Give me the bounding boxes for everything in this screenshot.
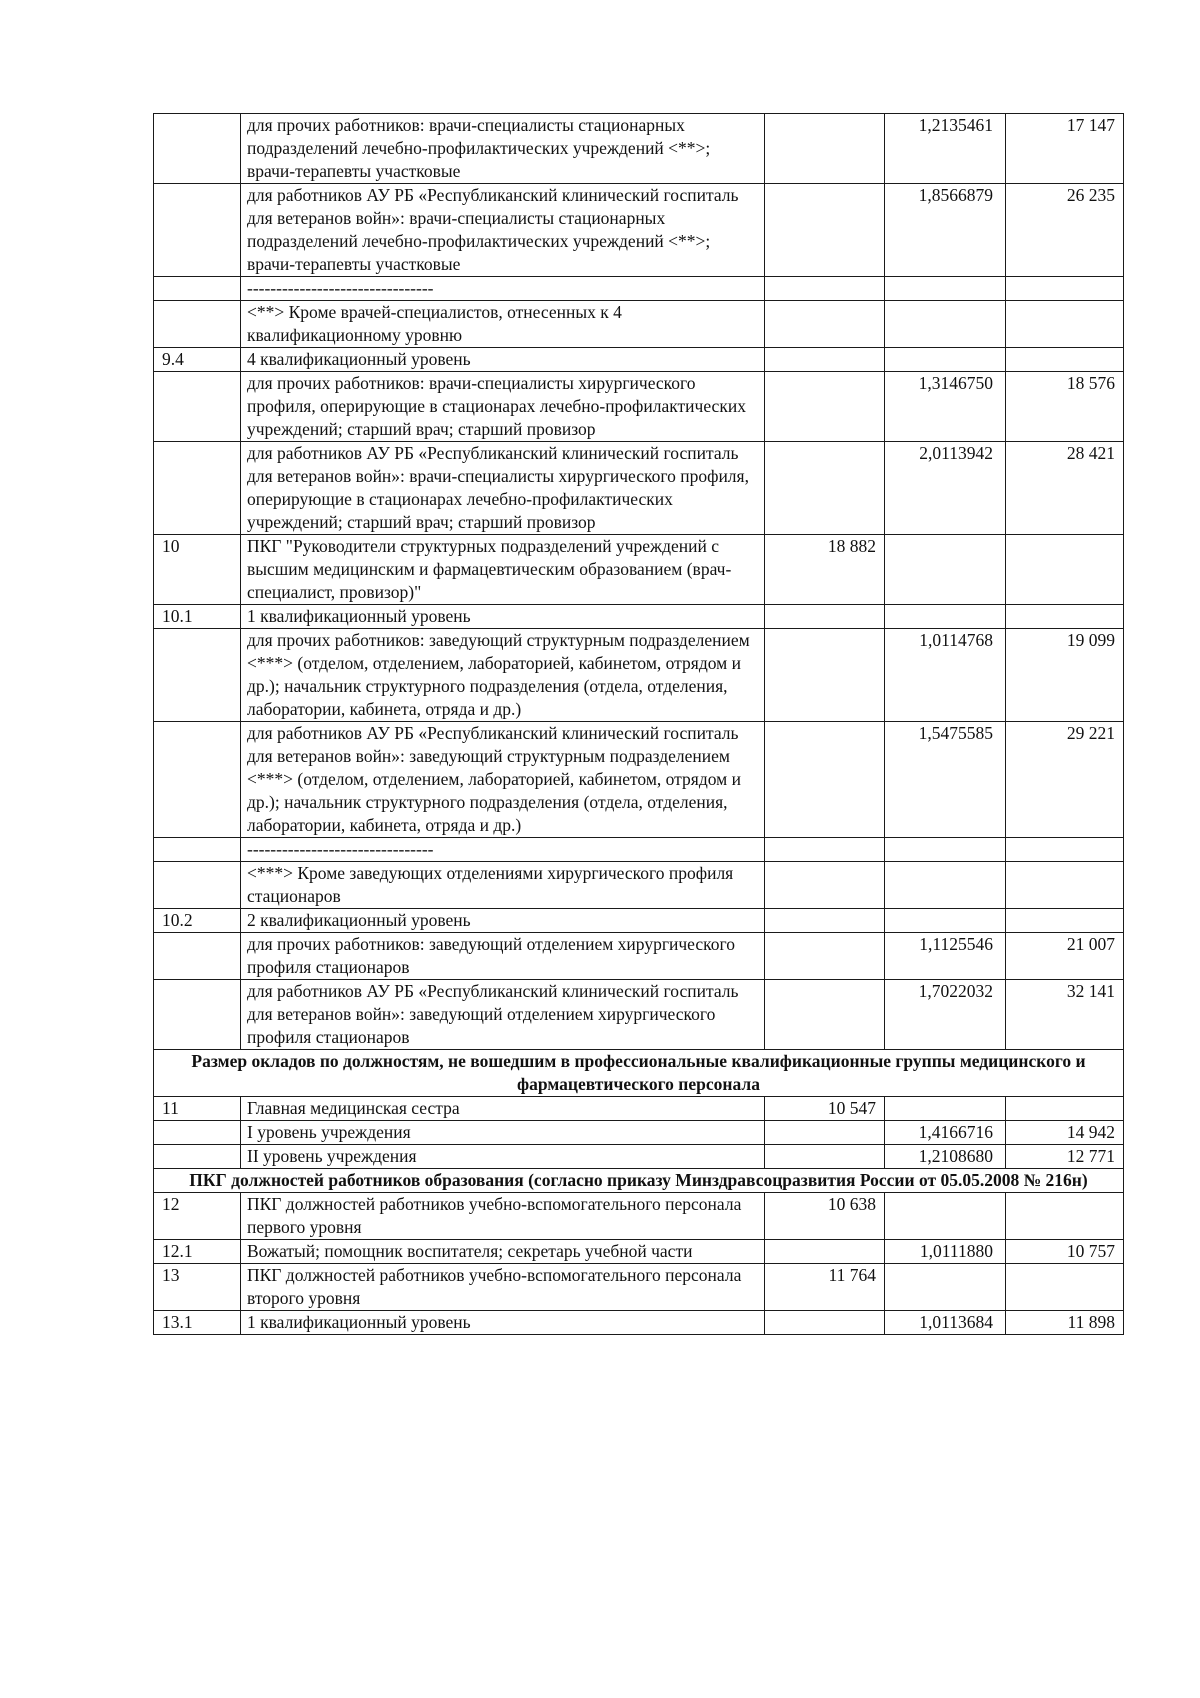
base-salary-cell: 11 764 bbox=[765, 1264, 885, 1311]
base-salary-cell bbox=[765, 114, 885, 184]
coefficient-cell bbox=[885, 1193, 1006, 1240]
coefficient-cell: 1,0111880 bbox=[885, 1240, 1006, 1264]
row-number-cell bbox=[154, 980, 241, 1050]
section-heading: ПКГ должностей работников образования (согласно приказу Минздравсоцразвития России от 05.05.2008 № 216н) bbox=[154, 1169, 1124, 1193]
row-number-cell bbox=[154, 933, 241, 980]
base-salary-cell bbox=[765, 1145, 885, 1169]
row-number-cell: 9.4 bbox=[154, 348, 241, 372]
section-heading: Размер окладов по должностям, не вошедшим в профессиональные квалификационные группы медицинского и фармацевтического персонала bbox=[154, 1050, 1124, 1097]
coefficient-cell: 1,3146750 bbox=[885, 372, 1006, 442]
base-salary-cell: 10 638 bbox=[765, 1193, 885, 1240]
coefficient-cell bbox=[885, 605, 1006, 629]
position-name-cell: ПКГ "Руководители структурных подразделений учреждений с высшим медицинским и фармацевтическим образованием (врач-специалист, провизор)" bbox=[241, 535, 765, 605]
coefficient-cell: 1,2135461 bbox=[885, 114, 1006, 184]
base-salary-cell bbox=[765, 629, 885, 722]
salary-amount-cell bbox=[1006, 909, 1124, 933]
table-row bbox=[154, 1311, 1124, 1335]
base-salary-cell bbox=[765, 980, 885, 1050]
salary-amount-cell: 18 576 bbox=[1006, 372, 1124, 442]
base-salary-cell bbox=[765, 442, 885, 535]
base-salary-cell bbox=[765, 605, 885, 629]
salary-amount-cell: 10 757 bbox=[1006, 1240, 1124, 1264]
table-row bbox=[154, 1145, 1124, 1169]
position-name-cell: <**> Кроме врачей-специалистов, отнесенных к 4 квалификационному уровню bbox=[241, 301, 765, 348]
table-row bbox=[154, 862, 1124, 909]
table-row bbox=[154, 348, 1124, 372]
salary-amount-cell bbox=[1006, 1097, 1124, 1121]
table-row bbox=[154, 933, 1124, 980]
row-number-cell bbox=[154, 114, 241, 184]
table-row bbox=[154, 1097, 1124, 1121]
coefficient-cell bbox=[885, 838, 1006, 862]
base-salary-cell bbox=[765, 372, 885, 442]
table-row bbox=[154, 909, 1124, 933]
position-name-cell: Вожатый; помощник воспитателя; секретарь учебной части bbox=[241, 1240, 765, 1264]
row-number-cell bbox=[154, 301, 241, 348]
salary-amount-cell bbox=[1006, 535, 1124, 605]
table-row bbox=[154, 277, 1124, 301]
table-row bbox=[154, 1264, 1124, 1311]
table-row bbox=[154, 301, 1124, 348]
section-header-row bbox=[154, 1169, 1124, 1193]
position-name-cell: для работников АУ РБ «Республиканский клинический госпиталь для ветеранов войн»: врачи-специалисты стационарных подразделений лечебно-профилактических учреждений <**>; врачи-терапевты участковые bbox=[241, 184, 765, 277]
base-salary-cell bbox=[765, 1121, 885, 1145]
row-number-cell bbox=[154, 722, 241, 838]
base-salary-cell bbox=[765, 838, 885, 862]
coefficient-cell bbox=[885, 862, 1006, 909]
salary-amount-cell bbox=[1006, 838, 1124, 862]
coefficient-cell: 1,8566879 bbox=[885, 184, 1006, 277]
row-number-cell: 10.1 bbox=[154, 605, 241, 629]
base-salary-cell: 18 882 bbox=[765, 535, 885, 605]
table-row bbox=[154, 442, 1124, 535]
coefficient-cell: 1,4166716 bbox=[885, 1121, 1006, 1145]
salary-amount-cell bbox=[1006, 1264, 1124, 1311]
salary-table bbox=[153, 113, 1124, 1335]
salary-amount-cell: 28 421 bbox=[1006, 442, 1124, 535]
position-name-cell: для прочих работников: заведующий отделением хирургического профиля стационаров bbox=[241, 933, 765, 980]
position-name-cell: для работников АУ РБ «Республиканский клинический госпиталь для ветеранов войн»: заведующий отделением хирургического профиля стационаров bbox=[241, 980, 765, 1050]
salary-amount-cell: 32 141 bbox=[1006, 980, 1124, 1050]
row-number-cell: 13 bbox=[154, 1264, 241, 1311]
position-name-cell: II уровень учреждения bbox=[241, 1145, 765, 1169]
table-row bbox=[154, 722, 1124, 838]
coefficient-cell bbox=[885, 348, 1006, 372]
position-name-cell: для прочих работников: врачи-специалисты хирургического профиля, оперирующие в стационарах лечебно-профилактических учреждений; старший врач; старший провизор bbox=[241, 372, 765, 442]
base-salary-cell bbox=[765, 184, 885, 277]
table-row bbox=[154, 1193, 1124, 1240]
position-name-cell: Главная медицинская сестра bbox=[241, 1097, 765, 1121]
row-number-cell: 12 bbox=[154, 1193, 241, 1240]
coefficient-cell bbox=[885, 909, 1006, 933]
position-name-cell: I уровень учреждения bbox=[241, 1121, 765, 1145]
table-row bbox=[154, 184, 1124, 277]
table-row bbox=[154, 1121, 1124, 1145]
position-name-cell: -------------------------------- bbox=[241, 277, 765, 301]
position-name-cell: ПКГ должностей работников учебно-вспомогательного персонала первого уровня bbox=[241, 1193, 765, 1240]
table-row bbox=[154, 838, 1124, 862]
base-salary-cell bbox=[765, 301, 885, 348]
position-name-cell: для прочих работников: заведующий структурным подразделением <***> (отделом, отделением, лабораторией, кабинетом, отрядом и др.); начальник структурного подразделения (отдела, отделения, лаборатории, кабинета, отряда и др.) bbox=[241, 629, 765, 722]
salary-amount-cell bbox=[1006, 1193, 1124, 1240]
position-name-cell: 1 квалификационный уровень bbox=[241, 605, 765, 629]
coefficient-cell bbox=[885, 535, 1006, 605]
base-salary-cell bbox=[765, 933, 885, 980]
row-number-cell: 12.1 bbox=[154, 1240, 241, 1264]
salary-amount-cell: 26 235 bbox=[1006, 184, 1124, 277]
row-number-cell: 13.1 bbox=[154, 1311, 241, 1335]
table-row bbox=[154, 605, 1124, 629]
base-salary-cell bbox=[765, 277, 885, 301]
coefficient-cell bbox=[885, 277, 1006, 301]
coefficient-cell: 2,0113942 bbox=[885, 442, 1006, 535]
salary-amount-cell: 19 099 bbox=[1006, 629, 1124, 722]
row-number-cell: 10 bbox=[154, 535, 241, 605]
base-salary-cell bbox=[765, 1311, 885, 1335]
base-salary-cell bbox=[765, 722, 885, 838]
salary-amount-cell: 21 007 bbox=[1006, 933, 1124, 980]
table-row bbox=[154, 629, 1124, 722]
position-name-cell: <***> Кроме заведующих отделениями хирургического профиля стационаров bbox=[241, 862, 765, 909]
table-row bbox=[154, 535, 1124, 605]
row-number-cell bbox=[154, 1145, 241, 1169]
base-salary-cell bbox=[765, 348, 885, 372]
table-row bbox=[154, 114, 1124, 184]
salary-amount-cell: 14 942 bbox=[1006, 1121, 1124, 1145]
salary-amount-cell bbox=[1006, 277, 1124, 301]
position-name-cell: 4 квалификационный уровень bbox=[241, 348, 765, 372]
base-salary-cell bbox=[765, 909, 885, 933]
row-number-cell bbox=[154, 442, 241, 535]
position-name-cell: ПКГ должностей работников учебно-вспомогательного персонала второго уровня bbox=[241, 1264, 765, 1311]
salary-amount-cell bbox=[1006, 605, 1124, 629]
table-row bbox=[154, 980, 1124, 1050]
salary-amount-cell: 12 771 bbox=[1006, 1145, 1124, 1169]
position-name-cell: 2 квалификационный уровень bbox=[241, 909, 765, 933]
row-number-cell: 11 bbox=[154, 1097, 241, 1121]
table-row bbox=[154, 1240, 1124, 1264]
coefficient-cell bbox=[885, 1264, 1006, 1311]
position-name-cell: -------------------------------- bbox=[241, 838, 765, 862]
section-header-row bbox=[154, 1050, 1124, 1097]
coefficient-cell: 1,5475585 bbox=[885, 722, 1006, 838]
row-number-cell bbox=[154, 838, 241, 862]
row-number-cell bbox=[154, 184, 241, 277]
position-name-cell: 1 квалификационный уровень bbox=[241, 1311, 765, 1335]
salary-amount-cell bbox=[1006, 301, 1124, 348]
coefficient-cell: 1,0114768 bbox=[885, 629, 1006, 722]
salary-amount-cell: 11 898 bbox=[1006, 1311, 1124, 1335]
salary-amount-cell: 29 221 bbox=[1006, 722, 1124, 838]
salary-amount-cell: 17 147 bbox=[1006, 114, 1124, 184]
coefficient-cell: 1,0113684 bbox=[885, 1311, 1006, 1335]
base-salary-cell bbox=[765, 862, 885, 909]
coefficient-cell: 1,2108680 bbox=[885, 1145, 1006, 1169]
base-salary-cell bbox=[765, 1240, 885, 1264]
salary-table-body bbox=[154, 114, 1124, 1335]
position-name-cell: для работников АУ РБ «Республиканский клинический госпиталь для ветеранов войн»: врачи-специалисты хирургического профиля, оперирующие в стационарах лечебно-профилактических учреждений; старший врач; старший провизор bbox=[241, 442, 765, 535]
table-row bbox=[154, 372, 1124, 442]
row-number-cell bbox=[154, 372, 241, 442]
row-number-cell bbox=[154, 862, 241, 909]
base-salary-cell: 10 547 bbox=[765, 1097, 885, 1121]
row-number-cell bbox=[154, 277, 241, 301]
coefficient-cell: 1,1125546 bbox=[885, 933, 1006, 980]
row-number-cell bbox=[154, 629, 241, 722]
coefficient-cell bbox=[885, 1097, 1006, 1121]
coefficient-cell bbox=[885, 301, 1006, 348]
coefficient-cell: 1,7022032 bbox=[885, 980, 1006, 1050]
position-name-cell: для работников АУ РБ «Республиканский клинический госпиталь для ветеранов войн»: заведующий структурным подразделением <***> (отделом, отделением, лабораторией, кабинетом, отрядом и др.); начальник структурного подразделения (отдела, отделения, лаборатории, кабинета, отряда и др.) bbox=[241, 722, 765, 838]
row-number-cell bbox=[154, 1121, 241, 1145]
salary-amount-cell bbox=[1006, 348, 1124, 372]
position-name-cell: для прочих работников: врачи-специалисты стационарных подразделений лечебно-профилактических учреждений <**>; врачи-терапевты участковые bbox=[241, 114, 765, 184]
row-number-cell: 10.2 bbox=[154, 909, 241, 933]
salary-amount-cell bbox=[1006, 862, 1124, 909]
